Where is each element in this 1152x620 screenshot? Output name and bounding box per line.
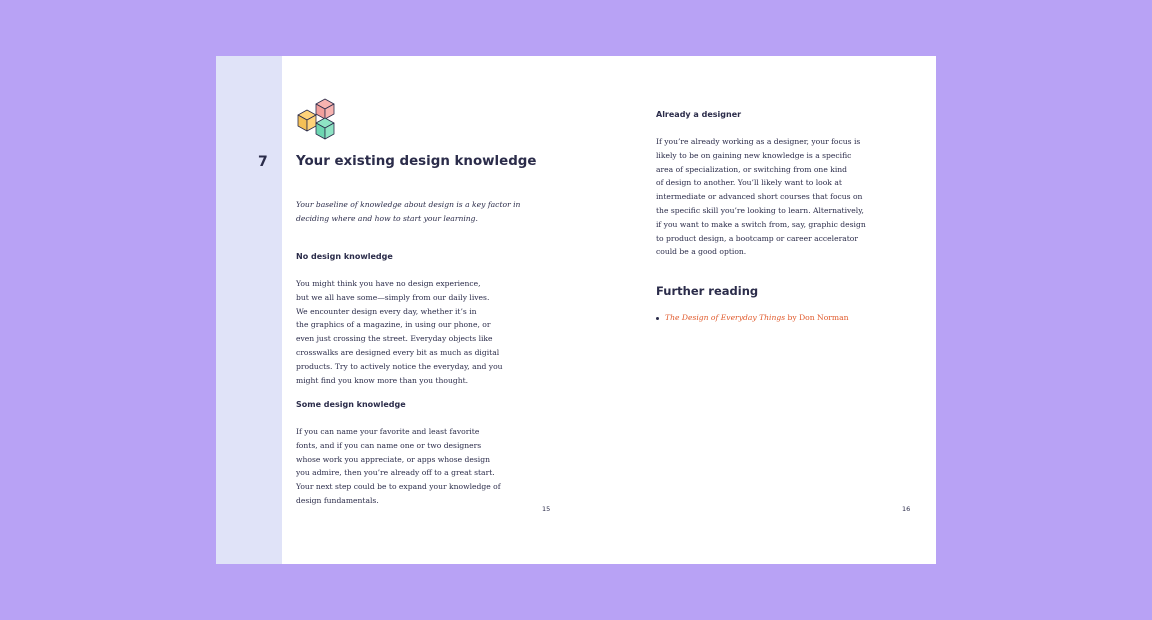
further-reading-heading: Further reading [656, 284, 759, 298]
chapter-sidebar [216, 56, 282, 564]
section-heading-some-design: Some design knowledge [296, 400, 406, 409]
further-reading-item[interactable] [656, 313, 849, 322]
section-heading-already-designer: Already a designer [656, 110, 742, 119]
page-number-right: 16 [902, 505, 911, 513]
stacked-cubes-icon [296, 98, 340, 146]
book-author[interactable]: by Don Norman [785, 313, 849, 322]
lede-text: Your baseline of knowledge about design is a key factor in deciding where and how to start your learning. [296, 200, 521, 223]
chapter-number: 7 [258, 154, 268, 170]
section-heading-no-design: No design knowledge [296, 252, 393, 261]
book-title-link[interactable]: The Design of Everyday Things [665, 313, 786, 322]
bullet-icon [656, 317, 659, 320]
page-title: Your existing design knowledge [296, 154, 537, 169]
section-body-no-design: You might think you have no design experience, but we all have some—simply from our daily lives. We encounter design every day, whether it’s in the graphics of a magazine, in using our phone, or even just crossing the street. Everyday objects like crosswalks are designed every bit as much as digital products. Try to actively notice the everyday, and you might find you know more than you thought. [296, 279, 503, 385]
section-body-some-design: If you can name your favorite and least favorite fonts, and if you can name one or two designers whose work you appreciate, or apps whose design you admire, then you’re already off to a great start. Your next step could be to expand your knowledge of design fundamentals. [296, 427, 501, 505]
page-number-left: 15 [542, 505, 551, 513]
book-spread [216, 56, 936, 564]
section-body-already-designer: If you’re already working as a designer, your focus is likely to be on gaining new knowledge is a specific area of specialization, or switching from one kind of design to another. You’ll likely want to look at intermediate or advanced short courses that focus on the specific skill you’re looking to learn. Alternatively, if you want to make a switch from, say, graphic design to product design, a bootcamp or career accelerator could be a good option. [656, 137, 866, 257]
